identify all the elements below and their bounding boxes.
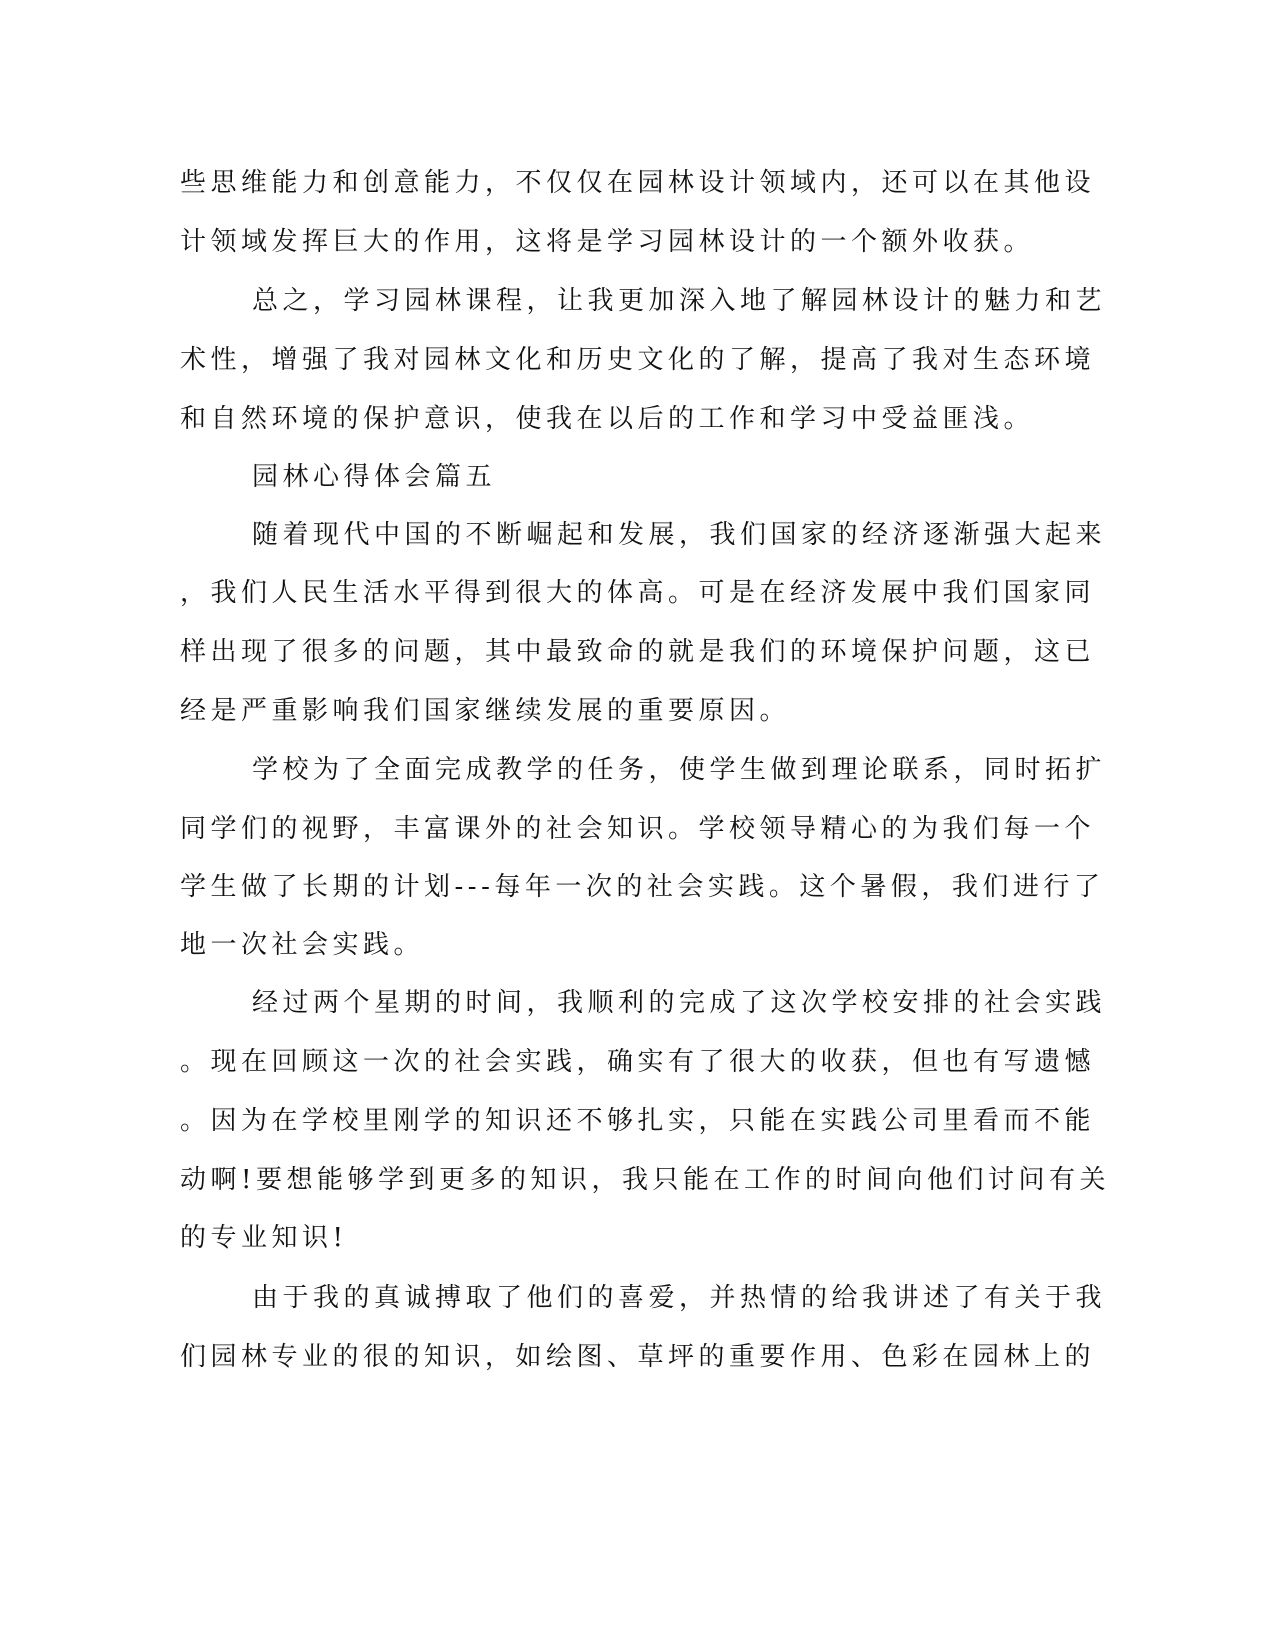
text-line: 些思维能力和创意能力，不仅仅在园林设计领域内，还可以在其他设 [180, 168, 1096, 198]
text-line: 同学们的视野，丰富课外的社会知识。学校领导精心的为我们每一个 [180, 814, 1096, 844]
text-line: 和自然环境的保护意识，使我在以后的工作和学习中受益匪浅。 [180, 404, 1035, 434]
text-line: 。因为在学校里刚学的知识还不够扎实，只能在实践公司里看而不能 [180, 1106, 1096, 1136]
text-line: 地一次社会实践。 [180, 930, 425, 960]
text-line: 的专业知识! [180, 1223, 348, 1253]
text-line: ，我们人民生活水平得到很大的体高。可是在经济发展中我们国家同 [180, 578, 1096, 608]
text-line: 学生做了长期的计划---每年一次的社会实践。这个暑假，我们进行了 [180, 872, 1105, 902]
text-line: 术性，增强了我对园林文化和历史文化的了解，提高了我对生态环境 [180, 345, 1096, 375]
paragraph-start-line: 学校为了全面完成教学的任务，使学生做到理论联系，同时拓扩 [252, 755, 1107, 785]
section-heading: 园林心得体会篇五 [252, 462, 497, 492]
text-line: 们园林专业的很的知识，如绘图、草坪的重要作用、色彩在园林上的 [180, 1342, 1096, 1372]
paragraph-start-line: 总之，学习园林课程，让我更加深入地了解园林设计的魅力和艺 [252, 286, 1107, 316]
paragraph-start-line: 随着现代中国的不断崛起和发展，我们国家的经济逐渐强大起来 [252, 520, 1107, 550]
text-line: 计领域发挥巨大的作用，这将是学习园林设计的一个额外收获。 [180, 227, 1035, 257]
text-line: 。现在回顾这一次的社会实践，确实有了很大的收获，但也有写遗憾 [180, 1047, 1096, 1077]
text-line: 经是严重影响我们国家继续发展的重要原因。 [180, 696, 791, 726]
paragraph-start-line: 由于我的真诚搏取了他们的喜爱，并热情的给我讲述了有关于我 [252, 1283, 1107, 1313]
paragraph-start-line: 经过两个星期的时间，我顺利的完成了这次学校安排的社会实践 [252, 988, 1107, 1018]
text-line: 动啊!要想能够学到更多的知识，我只能在工作的时间向他们讨问有关 [180, 1165, 1110, 1195]
text-line: 样出现了很多的问题，其中最致命的就是我们的环境保护问题，这已 [180, 637, 1096, 667]
